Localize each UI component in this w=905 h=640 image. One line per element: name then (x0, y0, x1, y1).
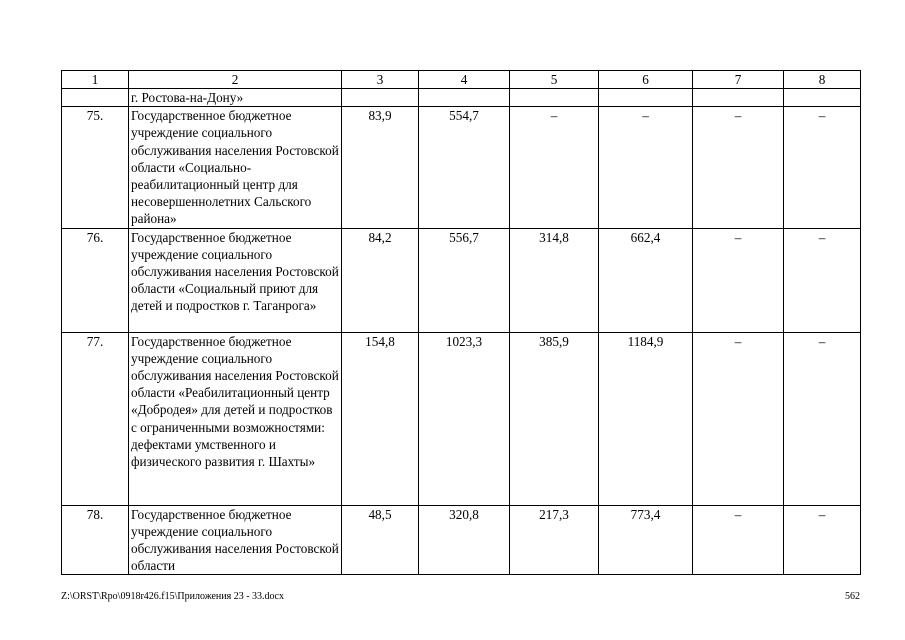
continuation-row (62, 89, 861, 107)
value-col-5: 385,9 (510, 332, 599, 505)
row-number: 75. (62, 107, 129, 228)
header-cell-7: 7 (693, 71, 784, 89)
value-col-8: – (784, 228, 861, 332)
value-col-6: 1184,9 (599, 332, 693, 505)
cell-empty (510, 89, 599, 107)
row-number: 78. (62, 505, 129, 575)
value-col-6: – (599, 107, 693, 228)
header-cell-8: 8 (784, 71, 861, 89)
header-cell-1: 1 (62, 71, 129, 89)
table-row (62, 332, 861, 505)
row-number: 77. (62, 332, 129, 505)
footer-file-path: Z:\ORST\Rpo\0918r426.f15\Приложения 23 - 33.docx (61, 591, 284, 602)
value-col-8: – (784, 505, 861, 575)
value-col-5: 314,8 (510, 228, 599, 332)
table-row (62, 228, 861, 332)
header-cell-4: 4 (419, 71, 510, 89)
cell-empty (599, 89, 693, 107)
value-col-7: – (693, 332, 784, 505)
cell-empty (62, 89, 129, 107)
cell-empty (342, 89, 419, 107)
data-table (61, 70, 861, 575)
institution-name: Государственное бюджетное учреждение социального обслуживания населения Ростовской области (129, 505, 342, 575)
value-col-4: 556,7 (419, 228, 510, 332)
value-col-6: 773,4 (599, 505, 693, 575)
footer-page-number: 562 (845, 591, 860, 602)
value-col-3: 84,2 (342, 228, 419, 332)
value-col-3: 48,5 (342, 505, 419, 575)
value-col-5: – (510, 107, 599, 228)
institution-name: Государственное бюджетное учреждение социального обслуживания населения Ростовской области «Реабилитационный центр «Добродея» для детей и подростков с ограниченными возможностями: дефектами умственного и физического развития г. Шахты» (129, 332, 342, 505)
value-col-4: 320,8 (419, 505, 510, 575)
value-col-3: 154,8 (342, 332, 419, 505)
value-col-7: – (693, 228, 784, 332)
header-cell-5: 5 (510, 71, 599, 89)
value-col-8: – (784, 107, 861, 228)
header-row (62, 71, 861, 89)
value-col-3: 83,9 (342, 107, 419, 228)
header-cell-2: 2 (129, 71, 342, 89)
institution-name: Государственное бюджетное учреждение социального обслуживания населения Ростовской области «Социально-реабилитационный центр для несовершеннолетних Сальского района» (129, 107, 342, 228)
header-cell-3: 3 (342, 71, 419, 89)
row-number: 76. (62, 228, 129, 332)
cell-empty (693, 89, 784, 107)
value-col-5: 217,3 (510, 505, 599, 575)
table-row (62, 505, 861, 575)
header-cell-6: 6 (599, 71, 693, 89)
value-col-4: 1023,3 (419, 332, 510, 505)
value-col-7: – (693, 505, 784, 575)
cell-empty (784, 89, 861, 107)
table-row (62, 107, 861, 228)
value-col-8: – (784, 332, 861, 505)
institution-name: Государственное бюджетное учреждение социального обслуживания населения Ростовской области «Социальный приют для детей и подростков г. Таганрога» (129, 228, 342, 332)
continuation-name: г. Ростова-на-Дону» (129, 89, 342, 107)
value-col-7: – (693, 107, 784, 228)
value-col-4: 554,7 (419, 107, 510, 228)
cell-empty (419, 89, 510, 107)
value-col-6: 662,4 (599, 228, 693, 332)
